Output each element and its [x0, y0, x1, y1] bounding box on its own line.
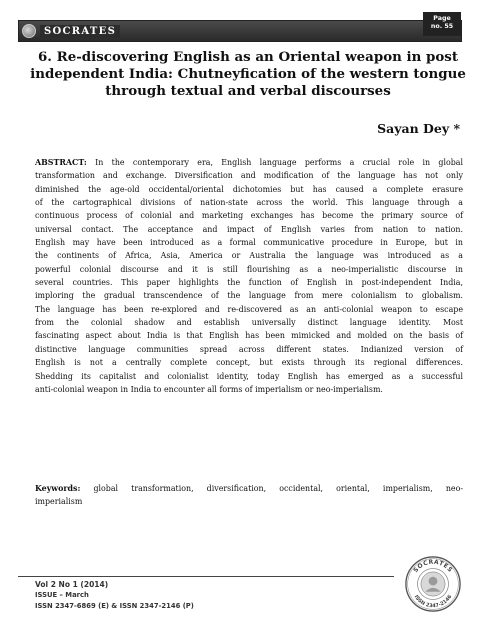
- abstract-line: diminished the age-old occidental/oriental dichotomies but has caused a complete erasure: [35, 184, 463, 194]
- journal-seal-icon: [404, 555, 462, 613]
- volume-info: Vol 2 No 1 (2014): [35, 580, 109, 589]
- journal-name: SOCRATES: [40, 25, 120, 38]
- article-title: [30, 49, 466, 100]
- keywords-label: Keywords:: [35, 484, 81, 493]
- abstract-line: fascinating aspect about India is that English has been mimicked and molded on the basis of: [35, 331, 463, 341]
- abstract-line: universal contact. The acceptance and impact of English varies from nation to nation.: [35, 224, 463, 234]
- footer: [35, 579, 194, 612]
- page-number: no. 55: [430, 23, 454, 30]
- abstract-line: ABSTRACT: In the contemporary era, English language performs a crucial role in global: [35, 158, 463, 167]
- abstract: [35, 156, 463, 396]
- abstract-line: powerful colonial discourse and it is still flourishing as a neo-imperialistic discourse in: [35, 264, 463, 274]
- abstract-line: continuous process of colonial and marketing exchanges has become the primary source of: [35, 211, 463, 221]
- abstract-line: of the cartographical divisions of nation-state across the world. This language through a: [35, 198, 463, 208]
- abstract-line: imploring the gradual transcendence of the language from mere colonialism to globalism.: [35, 291, 463, 301]
- abstract-line: the continents of Africa, Asia, America or Australia the language was introduced as a: [35, 251, 463, 261]
- footer-divider: [18, 576, 394, 577]
- abstract-line: Shedding its capitalist and colonialist identity, today English has emerged as a successful: [35, 371, 463, 381]
- title-line: 6. Re-discovering English as an Oriental weapon in post: [37, 49, 459, 65]
- seal-top-text: SOCRATES: [412, 558, 454, 574]
- author-name: Sayan Dey *: [377, 121, 460, 136]
- abstract-line: from the colonial shadow and establish universally distinct language identity. Most: [35, 318, 463, 328]
- keywords-line: imperialism: [35, 497, 83, 507]
- abstract-line: anti-colonial weapon in India to encounter all forms of imperialism or neo-imperialism.: [35, 384, 383, 394]
- abstract-line: The language has been re-explored and re-discovered as an anti-colonial weapon to escape: [35, 304, 463, 314]
- keywords: [35, 482, 463, 509]
- abstract-line: several countries. This paper highlights the function of English in post-independent India,: [35, 278, 463, 288]
- logo-emblem-icon: [22, 24, 36, 38]
- abstract-label: ABSTRACT:: [35, 158, 87, 167]
- abstract-line: English may have been introduced as a formal communicative procedure in Europe, but in: [35, 238, 463, 248]
- title-line: independent India: Chutneyfication of the western tongue: [30, 66, 466, 82]
- journal-logo: [22, 22, 130, 40]
- page-label: Page: [433, 15, 451, 22]
- issn-info: ISSN 2347-6869 (E) & ISSN 2347-2146 (P): [35, 602, 194, 610]
- keywords-line: Keywords: global transformation, diversification, occidental, oriental, imperialism, neo-: [35, 484, 463, 493]
- abstract-line: transformation and exchange. Diversification and modification of the language has not only: [35, 171, 463, 181]
- abstract-line: English is not a centrally complete concept, but exists through its regional differences.: [35, 358, 463, 368]
- abstract-line: distinctive language communities spread across different states. Indianized version of: [35, 344, 463, 354]
- issue-info: ISSUE – March: [35, 591, 89, 599]
- title-line: through textual and verbal discourses: [105, 83, 391, 99]
- page-number-box: [423, 12, 461, 36]
- seal-bottom-text: ISSN 2347-2146: [412, 594, 454, 610]
